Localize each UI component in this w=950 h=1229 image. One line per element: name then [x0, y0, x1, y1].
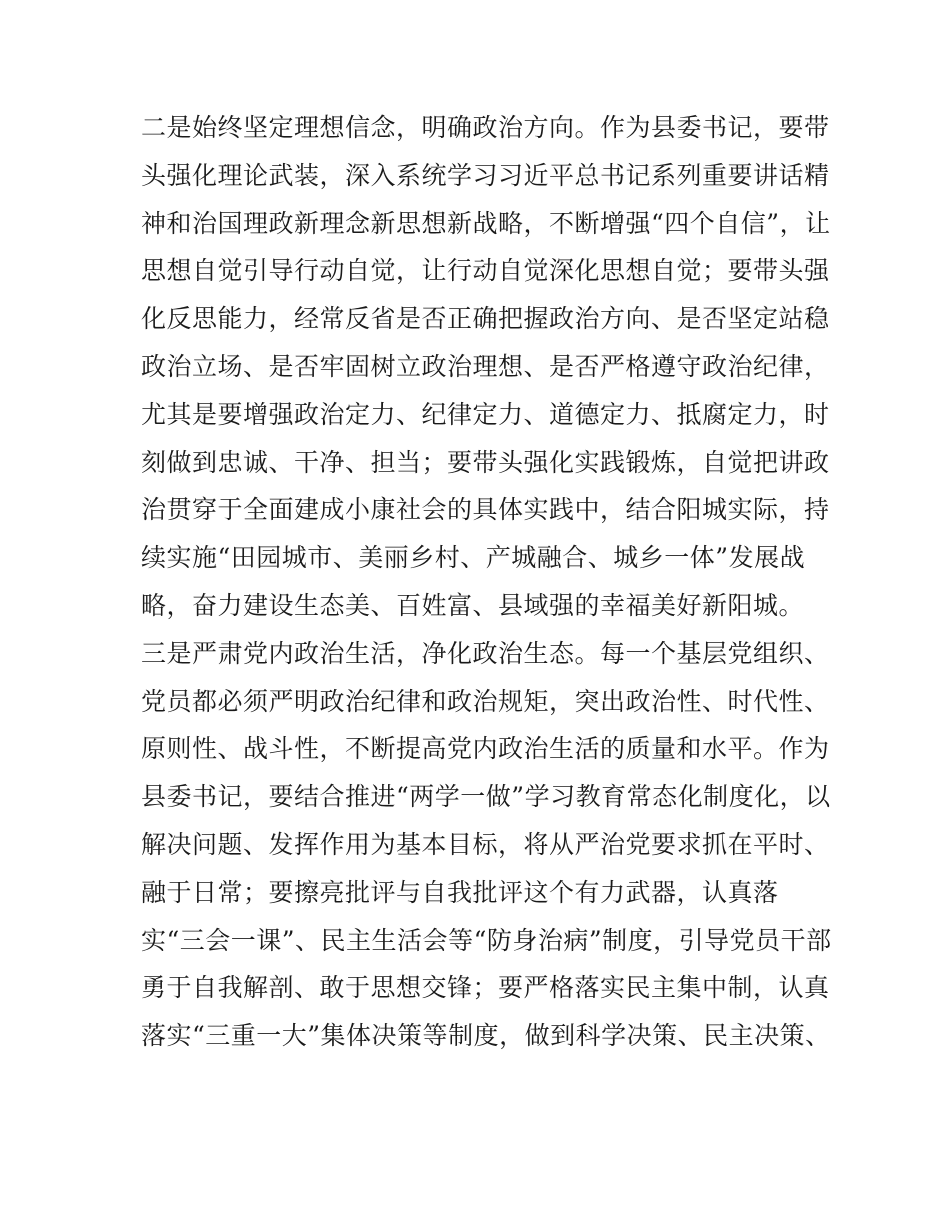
text-line: 原则性、战斗性，不断提高党内政治生活的质量和水平。作为 [141, 734, 830, 764]
text-line: 神和治国理政新理念新思想新战略，不断增强“四个自信”，让 [141, 208, 831, 238]
text-line: 思想自觉引导行动自觉，让行动自觉深化思想自觉；要带头强 [141, 256, 830, 286]
text-line: 县委书记，要结合推进“两学一做”学习教育常态化制度化，以 [141, 782, 831, 812]
text-line: 党员都必须严明政治纪律和政治规矩，突出政治性、时代性、 [141, 686, 830, 716]
text-line: 勇于自我解剖、敢于思想交锋；要严格落实民主集中制，认真 [141, 973, 830, 1003]
text-line: 解决问题、发挥作用为基本目标，将从严治党要求抓在平时、 [141, 829, 830, 859]
text-line: 头强化理论武装，深入系统学习习近平总书记系列重要讲话精 [141, 160, 830, 190]
text-line: 三是严肃党内政治生活，净化政治生态。每一个基层党组织、 [141, 638, 830, 668]
text-line: 治贯穿于全面建成小康社会的具体实践中，结合阳城实际，持 [141, 495, 830, 525]
text-line: 政治立场、是否牢固树立政治理想、是否严格遵守政治纪律， [141, 351, 830, 381]
text-line: 略，奋力建设生态美、百姓富、县域强的幸福美好新阳城。 [141, 590, 805, 620]
text-line: 融于日常；要擦亮批评与自我批评这个有力武器，认真落 [141, 877, 779, 907]
text-line: 实“三会一课”、民主生活会等“防身治病”制度，引导党员干部 [141, 925, 832, 955]
body-text [141, 104, 841, 1060]
text-line: 续实施“田园城市、美丽乡村、产城融合、城乡一体”发展战 [141, 543, 806, 573]
text-line: 尤其是要增强政治定力、纪律定力、道德定力、抵腐定力，时 [141, 399, 830, 429]
text-line: 落实“三重一大”集体决策等制度，做到科学决策、民主决策、 [141, 1021, 831, 1051]
text-line: 二是始终坚定理想信念，明确政治方向。作为县委书记，要带 [141, 113, 830, 142]
text-line: 化反思能力，经常反省是否正确把握政治方向、是否坚定站稳 [141, 304, 830, 334]
text-line: 刻做到忠诚、干净、担当；要带头强化实践锻炼，自觉把讲政 [141, 447, 830, 477]
